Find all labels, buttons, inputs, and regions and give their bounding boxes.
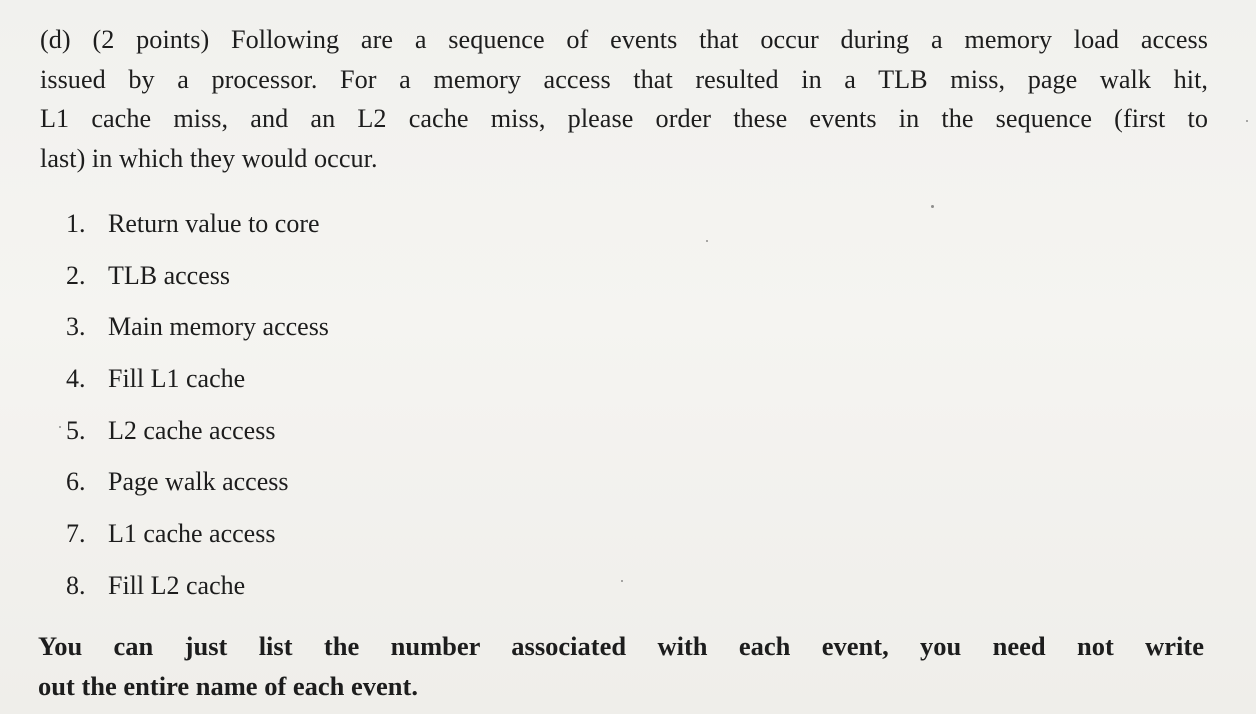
event-number: 7. xyxy=(66,518,86,548)
question-text xyxy=(40,20,1208,178)
scan-speck xyxy=(931,205,934,208)
event-number: 4. xyxy=(66,363,86,393)
event-label: Main memory access xyxy=(108,312,329,342)
event-label: Fill L1 cache xyxy=(108,363,246,393)
event-number: 6. xyxy=(66,467,86,497)
event-item xyxy=(66,250,329,302)
instruction-line: out the entire name of each event. xyxy=(38,671,418,701)
scan-speck xyxy=(706,240,708,242)
question-line: last) in which they would occur. xyxy=(40,143,378,173)
event-number: 8. xyxy=(66,570,86,600)
question-line: issued by a processor. For a memory access that resulted in a TLB miss, page walk hit, xyxy=(40,64,1208,94)
event-item xyxy=(66,508,329,560)
event-item xyxy=(66,405,329,457)
scan-speck xyxy=(1246,120,1248,122)
event-number: 5. xyxy=(66,415,86,445)
event-label: L1 cache access xyxy=(108,518,276,548)
event-list xyxy=(66,198,329,612)
event-item xyxy=(66,198,329,250)
event-label: L2 cache access xyxy=(108,415,276,445)
event-number: 2. xyxy=(66,260,86,290)
instruction-line: You can just list the number associated with each event, you need not write xyxy=(38,631,1204,661)
instruction-text xyxy=(38,626,1204,706)
event-item xyxy=(66,301,329,353)
event-number: 1. xyxy=(66,208,86,238)
event-label: Return value to core xyxy=(108,208,320,238)
question-line: (d) (2 points) Following are a sequence of events that occur during a memory load access xyxy=(40,25,1208,54)
event-item xyxy=(66,456,329,508)
event-item xyxy=(66,353,329,405)
scan-speck xyxy=(59,426,61,428)
event-label: Fill L2 cache xyxy=(108,570,246,600)
scan-speck xyxy=(621,580,623,582)
question-line: L1 cache miss, and an L2 cache miss, please order these events in the sequence (first to xyxy=(40,104,1208,134)
event-number: 3. xyxy=(66,312,86,342)
event-item xyxy=(66,560,329,612)
event-label: TLB access xyxy=(108,260,231,290)
event-label: Page walk access xyxy=(108,467,289,497)
